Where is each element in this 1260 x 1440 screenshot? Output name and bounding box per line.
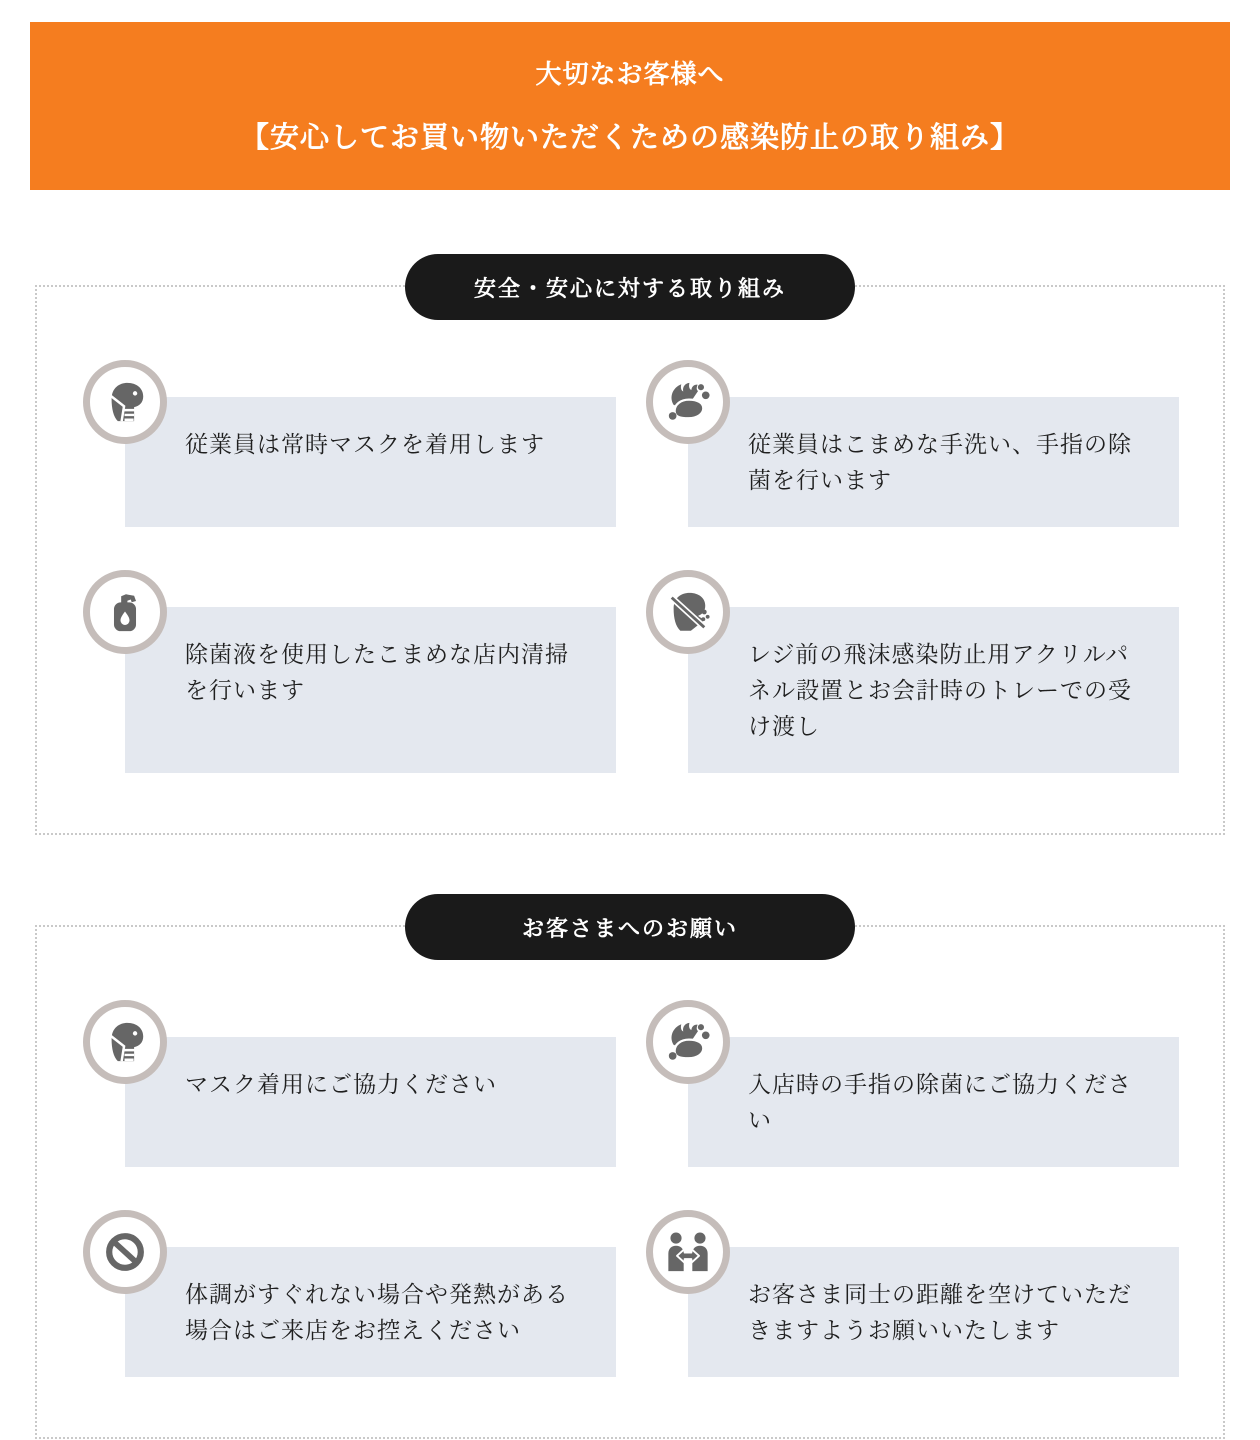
request-item-sanitize	[646, 1000, 1179, 1167]
request-text-box	[688, 1247, 1179, 1377]
section-badge: お客さまへのお願い	[405, 894, 855, 960]
request-text: 入店時の手指の除菌にご協力ください	[748, 1071, 1132, 1133]
hand-wash-icon	[665, 379, 711, 425]
measure-text-box	[125, 607, 616, 773]
no-entry-icon	[102, 1229, 148, 1275]
mask-face-icon	[102, 1019, 148, 1065]
request-text: マスク着用にご協力ください	[185, 1071, 497, 1097]
banner-greeting: 大切なお客様へ	[535, 59, 725, 89]
request-text: 体調がすぐれない場合や発熱がある場合はご来店をお控えください	[185, 1281, 569, 1343]
measure-grid	[83, 360, 1179, 773]
measure-text: 従業員はこまめな手洗い、手指の除菌を行います	[748, 431, 1132, 493]
section-safety-measures	[35, 275, 1225, 835]
icon-circle	[646, 570, 730, 654]
measure-text: レジ前の飛沫感染防止用アクリルパネル設置とお会計時のトレーでの受け渡し	[748, 641, 1132, 739]
measure-text-box	[688, 607, 1179, 773]
measure-item-panel	[646, 570, 1179, 773]
request-grid	[83, 1000, 1179, 1377]
icon-circle	[646, 360, 730, 444]
section-badge: 安全・安心に対する取り組み	[405, 254, 855, 320]
request-item-distance	[646, 1210, 1179, 1377]
measure-item-mask	[83, 360, 616, 527]
icon-circle	[83, 570, 167, 654]
measure-item-sanitize	[83, 570, 616, 773]
request-text: お客さま同士の距離を空けていただきますようお願いいたします	[748, 1281, 1132, 1343]
icon-circle	[83, 360, 167, 444]
droplet-block-icon	[665, 589, 711, 635]
request-item-stay-home	[83, 1210, 616, 1377]
icon-circle	[646, 1000, 730, 1084]
section-customer-requests	[35, 915, 1225, 1439]
banner-title: 【安心してお買い物いただくための感染防止の取り組み】	[239, 122, 1020, 154]
request-text-box	[125, 1037, 616, 1167]
mask-face-icon	[102, 379, 148, 425]
measure-text-box	[688, 397, 1179, 527]
request-item-mask	[83, 1000, 616, 1167]
measure-text: 除菌液を使用したこまめな店内清掃を行います	[185, 641, 569, 703]
measure-item-handwash	[646, 360, 1179, 527]
icon-circle	[83, 1210, 167, 1294]
sanitizer-bottle-icon	[102, 589, 148, 635]
request-text-box	[688, 1037, 1179, 1167]
measure-text: 従業員は常時マスクを着用します	[185, 431, 545, 457]
request-text-box	[125, 1247, 616, 1377]
hand-wash-icon	[665, 1019, 711, 1065]
icon-circle	[83, 1000, 167, 1084]
measure-text-box	[125, 397, 616, 527]
icon-circle	[646, 1210, 730, 1294]
social-distance-icon	[665, 1229, 711, 1275]
notice-banner	[30, 22, 1230, 190]
